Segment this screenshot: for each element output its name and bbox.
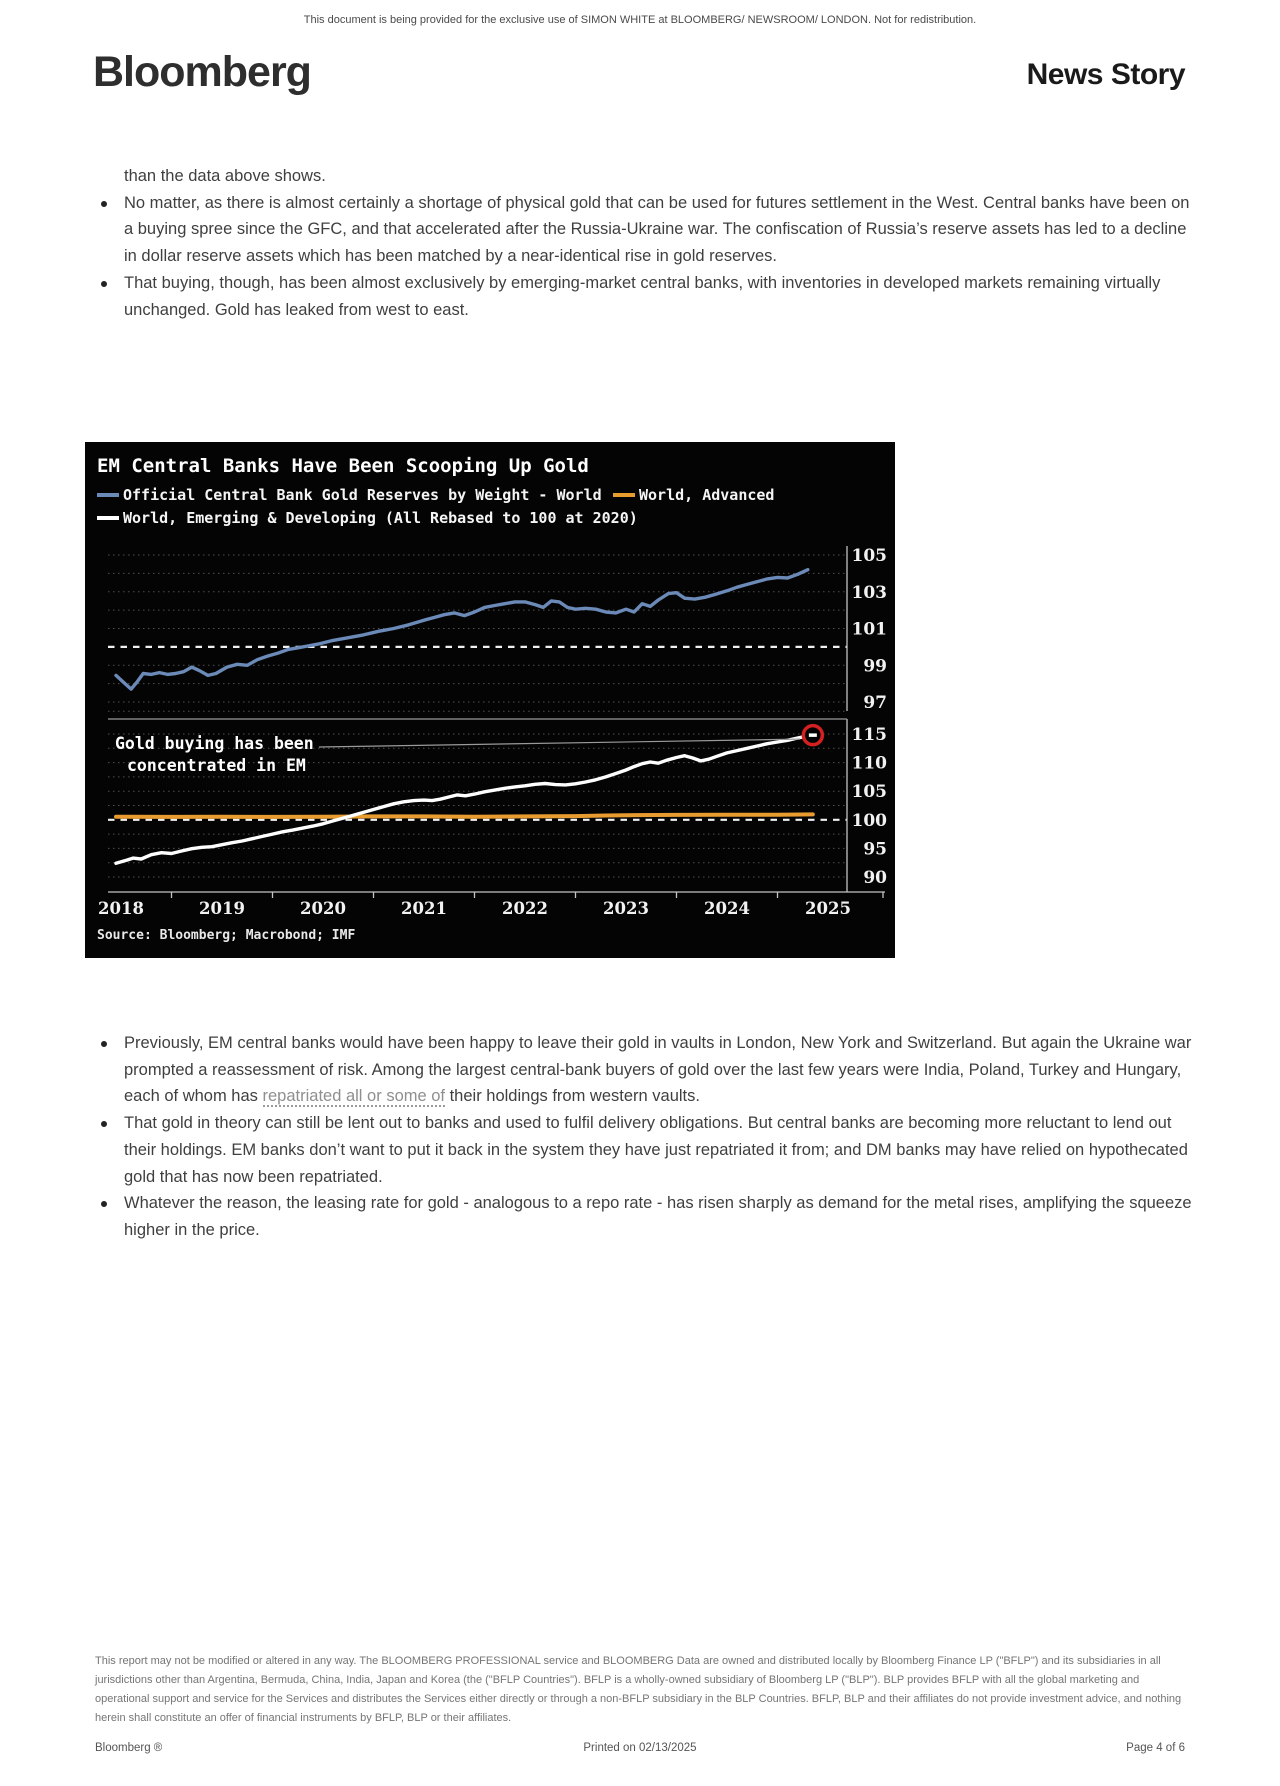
chart-annotation-line2: concentrated in EM (127, 756, 306, 775)
legal-disclaimer: This report may not be modified or altered in any way. The BLOOMBERG PROFESSIONAL service and BLOOMBERG Data are owned and distributed locally by Bloomberg Finance LP ("BFLP") and its subsidiaries in all jurisdictions other than Argentina, Bermuda, China, India, Japan and Korea (the ("BFLP Countries"). BFLP is a wholly-owned subsidiary of Bloomberg LP ("BLP"). BLP provides BFLP with all the global marketing and operational support and service for the Services and distributes the Services either directly or through a non-BFLP subsidiary in the BLP Countries. BFLP, BLP and their affiliates do not provide investment advice, and nothing herein shall constitute an offer of financial instruments by BFLP, BLP or their affiliates. (95, 1655, 1182, 1724)
svg-text:2019: 2019 (199, 899, 245, 918)
chart-plot-area (98, 546, 887, 918)
svg-text:2022: 2022 (502, 899, 548, 918)
bullet-text: No matter, as there is almost certainly a shortage of physical gold that can be used for futures settlement in the West. Central banks have been on a buying spree since the GFC, and that accelerated after the Russia-Ukraine war. The confiscation of Russia’s reserve assets has led to a decline in dollar reserve assets which has been matched by a near-identical rise in gold reserves. (124, 193, 1190, 266)
bullet-item (95, 1110, 1192, 1190)
svg-text:2021: 2021 (401, 899, 447, 918)
chart-canvas (85, 442, 895, 958)
bullet-list-lower (95, 1030, 1192, 1244)
page-footer (95, 1742, 1185, 1754)
legend-label-world: Official Central Bank Gold Reserves by Weight - World (123, 486, 602, 504)
gold-reserves-chart (85, 442, 895, 958)
chart-source: Source: Bloomberg; Macrobond; IMF (97, 928, 356, 943)
legend-label-advanced: World, Advanced (639, 486, 775, 504)
bloomberg-logo: Bloomberg (93, 48, 311, 96)
footer-printed-date: Printed on 02/13/2025 (583, 1742, 697, 1754)
chart-annotation-line1: Gold buying has been (115, 734, 314, 753)
svg-text:101: 101 (851, 619, 887, 640)
bullet-item (95, 1190, 1192, 1243)
footer-brand: Bloomberg ® (95, 1742, 163, 1754)
svg-text:105: 105 (851, 546, 887, 566)
bullet-text: Previously, EM central banks would have been happy to leave their gold in vaults in London, New York and Switzerland. But again the Ukraine war prompted a reassessment of risk. Among the largest central-bank buyers of gold over the last few years were India, Poland, Turkey and Hungary, each of whom has (124, 1034, 1192, 1106)
svg-text:2020: 2020 (300, 899, 346, 918)
bullet-item (95, 270, 1192, 323)
svg-text:2023: 2023 (603, 899, 649, 918)
bullet-text: Whatever the reason, the leasing rate for gold - analogous to a repo rate - has risen sharply as demand for the metal rises, amplifying the squeeze higher in the price. (124, 1194, 1192, 1239)
bullet-text: That buying, though, has been almost exclusively by emerging-market central banks, with inventories in developed markets remaining virtually unchanged. Gold has leaked from west to east. (124, 273, 1161, 319)
svg-text:95: 95 (863, 839, 887, 860)
legend-label-emerging: World, Emerging & Developing (All Rebased to 100 at 2020) (123, 509, 638, 527)
repatriated-link[interactable]: repatriated all or some of (262, 1087, 446, 1106)
svg-text:103: 103 (851, 582, 887, 603)
svg-text:97: 97 (863, 693, 887, 713)
svg-text:100: 100 (851, 810, 887, 831)
continuation-line: than the data above shows. (124, 167, 326, 185)
bullet-item (95, 1030, 1192, 1110)
svg-text:105: 105 (851, 782, 887, 803)
body-text-lower (95, 1030, 1192, 1244)
svg-text:90: 90 (863, 868, 887, 888)
exclusive-use-disclaimer: This document is being provided for the exclusive use of SIMON WHITE at BLOOMBERG/ NEWSROOM/ LONDON. Not for redistribution. (303, 14, 977, 26)
svg-text:2024: 2024 (704, 899, 750, 918)
svg-text:99: 99 (863, 656, 887, 677)
bullet-text: their holdings from western vaults. (445, 1087, 700, 1106)
svg-text:2025: 2025 (805, 899, 851, 918)
document-type-title: News Story (1026, 58, 1185, 91)
bullet-list-upper (95, 190, 1192, 324)
svg-text:110: 110 (851, 753, 887, 774)
footer-page-number: Page 4 of 6 (1126, 1742, 1185, 1754)
bullet-text: That gold in theory can still be lent out to banks and used to fulfil delivery obligations. But central banks are becoming more reluctant to lend out their holdings. EM banks don’t want to put it back in the system they have just repatriated it from; and DM banks may have relied on hypothecated gold that has now been repatriated. (124, 1114, 1188, 1186)
chart-title: EM Central Banks Have Been Scooping Up Gold (97, 455, 589, 477)
svg-text:115: 115 (851, 725, 887, 745)
bullet-item (95, 190, 1192, 270)
svg-text:2018: 2018 (98, 899, 144, 918)
body-text-upper (95, 163, 1192, 323)
